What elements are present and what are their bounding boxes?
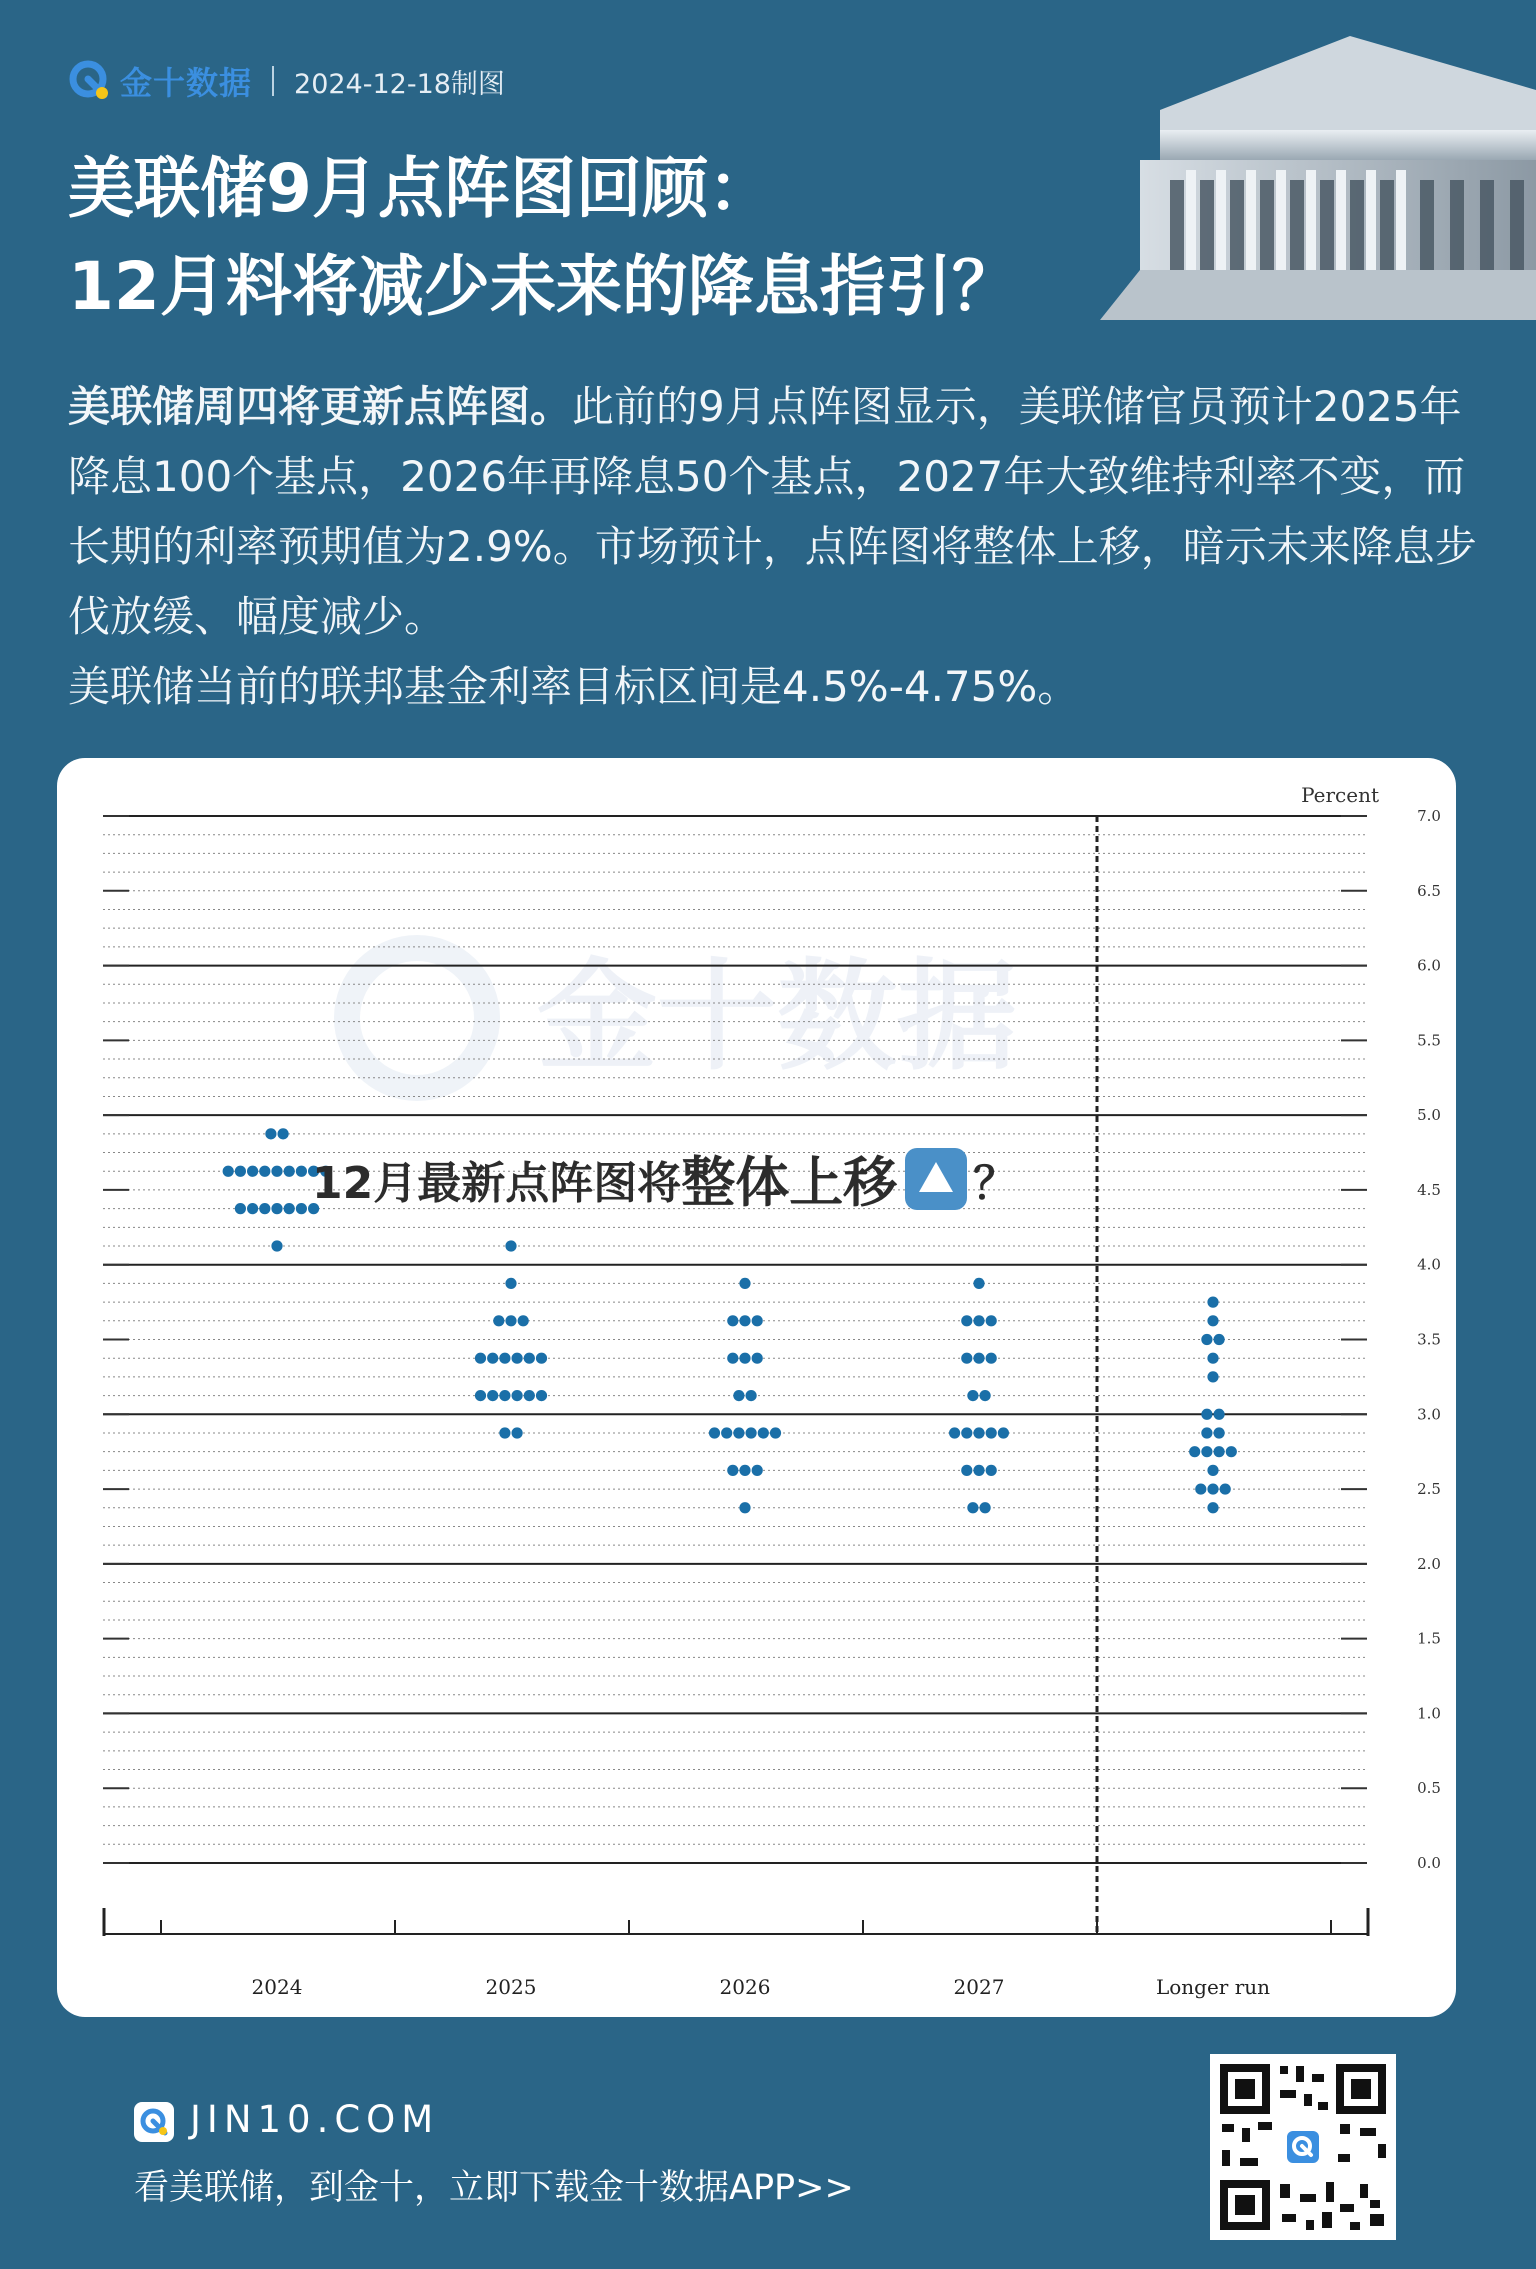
y-tick-label: 0.5 (1417, 1779, 1441, 1798)
dot-point (980, 1390, 991, 1401)
dot-point (536, 1390, 547, 1401)
dot-point (973, 1315, 984, 1326)
dot-point (1207, 1465, 1218, 1476)
dot-point (1207, 1371, 1218, 1382)
dot-point (259, 1166, 270, 1177)
dot-point (709, 1427, 720, 1438)
dot-point (1207, 1353, 1218, 1364)
dot-point (487, 1353, 498, 1364)
x-tick-label: 2027 (953, 1975, 1005, 1999)
dot-point (265, 1128, 276, 1139)
dot-point (247, 1203, 258, 1214)
y-tick-label: 7.0 (1417, 807, 1441, 825)
x-tick-label: Longer run (1155, 1975, 1271, 1999)
y-tick-label: 3.5 (1417, 1330, 1441, 1349)
y-tick-label: 2.5 (1417, 1480, 1441, 1499)
qr-code-image[interactable] (1210, 2054, 1396, 2240)
dot-point (733, 1390, 744, 1401)
dot-point (961, 1427, 972, 1438)
dot-point (961, 1465, 972, 1476)
footer-url[interactable]: JIN10.COM (190, 2098, 440, 2141)
dot-point (493, 1315, 504, 1326)
dot-point (1214, 1409, 1225, 1420)
dot-point (986, 1465, 997, 1476)
dot-point (505, 1315, 516, 1326)
dot-point (727, 1353, 738, 1364)
dot-point (271, 1203, 282, 1214)
dot-point (733, 1427, 744, 1438)
dot-point (1207, 1297, 1218, 1308)
dot-point (223, 1166, 234, 1177)
dot-point (973, 1353, 984, 1364)
up-arrow-icon (905, 1148, 967, 1210)
header (68, 56, 505, 106)
dot-point (499, 1353, 510, 1364)
dot-point (278, 1128, 289, 1139)
footer-tagline[interactable]: 看美联储，到金十，立即下载金十数据APP>> (134, 2168, 854, 2208)
footer-logo-icon (134, 2102, 174, 2142)
dot-point (271, 1166, 282, 1177)
dot-point (1189, 1446, 1200, 1457)
dot-point (1214, 1427, 1225, 1438)
dot-point (259, 1203, 270, 1214)
dot-point (524, 1353, 535, 1364)
y-axis-label: Percent (1301, 783, 1379, 807)
dot-point (1207, 1315, 1218, 1326)
dot-point (1195, 1483, 1206, 1494)
intro-text-1: 此前的9月点阵图显示，美联储官员预计2025年降息100个基点，2026年再降息50个基点，2027年大致维持利率不变，而长期的利率预期值为2.9%。市场预计，点阵图将整体上移，暗示未来降息步伐放缓、幅度减少。 (68, 382, 1477, 641)
y-tick-label: 6.0 (1417, 956, 1441, 975)
x-tick-label: 2025 (485, 1975, 537, 1999)
dot-point (973, 1427, 984, 1438)
dot-point (961, 1315, 972, 1326)
dot-plot-chart (57, 758, 1456, 2017)
chart-annotation (312, 1140, 1017, 1217)
y-tick-label: 3.0 (1417, 1405, 1441, 1424)
jin10-logo-icon (68, 59, 112, 103)
dot-point (739, 1315, 750, 1326)
watermark-text: 金十数据 (537, 948, 1017, 1087)
intro-paragraph (68, 372, 1478, 722)
brand-name: 金十数据 (120, 64, 253, 102)
dot-point (247, 1166, 258, 1177)
dot-point (727, 1315, 738, 1326)
page-title (68, 140, 1148, 336)
dot-point (499, 1427, 510, 1438)
dot-point (518, 1315, 529, 1326)
dot-point (505, 1278, 516, 1289)
header-divider (272, 66, 274, 96)
watermark (347, 948, 1017, 1088)
dot-point (284, 1203, 295, 1214)
dot-point (1220, 1483, 1231, 1494)
dot-point (746, 1427, 757, 1438)
dot-point (998, 1427, 1009, 1438)
dot-point (752, 1315, 763, 1326)
annotation-part-1: 12月最新点阵图将 (312, 1157, 682, 1209)
dot-point (721, 1427, 732, 1438)
dot-point (967, 1390, 978, 1401)
dot-point (235, 1166, 246, 1177)
dot-point (739, 1278, 750, 1289)
dot-point (524, 1390, 535, 1401)
dot-point (727, 1465, 738, 1476)
dot-point (512, 1390, 523, 1401)
dot-point (949, 1427, 960, 1438)
dot-point (487, 1390, 498, 1401)
y-tick-label: 1.5 (1417, 1629, 1441, 1648)
dot-point (1201, 1409, 1212, 1420)
dot-point (512, 1427, 523, 1438)
dot-point (1226, 1446, 1237, 1457)
dot-point (758, 1427, 769, 1438)
dot-point (271, 1240, 282, 1251)
y-tick-label: 4.5 (1417, 1180, 1441, 1199)
dot-point (1201, 1427, 1212, 1438)
y-tick-label: 5.0 (1417, 1106, 1441, 1125)
dot-point (986, 1427, 997, 1438)
dot-point (980, 1502, 991, 1513)
intro-lead: 美联储周四将更新点阵图。 (68, 382, 573, 431)
dot-point (746, 1390, 757, 1401)
dot-point (499, 1390, 510, 1401)
x-tick-label: 2026 (719, 1975, 771, 1999)
dot-point (752, 1465, 763, 1476)
dot-point (284, 1166, 295, 1177)
y-tick-label: 2.0 (1417, 1554, 1441, 1573)
dot-point (986, 1315, 997, 1326)
dot-point (296, 1203, 307, 1214)
dot-point (505, 1240, 516, 1251)
y-tick-label: 1.0 (1417, 1704, 1441, 1723)
dot-plot-card (57, 758, 1456, 2017)
y-tick-label: 5.5 (1417, 1031, 1441, 1050)
dot-point (296, 1166, 307, 1177)
dot-point (1201, 1334, 1212, 1345)
intro-text-2: 美联储当前的联邦基金利率目标区间是4.5%-4.75%。 (68, 662, 1080, 711)
y-tick-label: 4.0 (1417, 1255, 1441, 1274)
y-tick-label: 6.5 (1417, 881, 1441, 900)
y-tick-label: 0.0 (1417, 1854, 1441, 1872)
dot-point (967, 1502, 978, 1513)
federal-reserve-building-image (1100, 30, 1536, 320)
dot-point (536, 1353, 547, 1364)
dot-point (973, 1278, 984, 1289)
dot-point (1201, 1446, 1212, 1457)
annotation-part-3: ？ (973, 1157, 1018, 1209)
dot-point (1207, 1502, 1218, 1513)
dot-point (739, 1502, 750, 1513)
dot-point (512, 1353, 523, 1364)
title-line-1: 美联储9月点阵图回顾： (68, 150, 774, 227)
title-line-2: 12月料将减少未来的降息指引？ (68, 248, 1018, 325)
dot-point (986, 1353, 997, 1364)
publish-date: 2024-12-18制图 (294, 68, 505, 100)
x-tick-label: 2024 (251, 1975, 303, 1999)
dot-point (475, 1353, 486, 1364)
dot-point (973, 1465, 984, 1476)
dot-point (770, 1427, 781, 1438)
dot-point (752, 1353, 763, 1364)
dot-point (961, 1353, 972, 1364)
dot-point (235, 1203, 246, 1214)
dot-point (1207, 1483, 1218, 1494)
dot-point (739, 1465, 750, 1476)
dot-point (739, 1353, 750, 1364)
dot-point (475, 1390, 486, 1401)
dot-point (1214, 1446, 1225, 1457)
dot-point (1214, 1334, 1225, 1345)
annotation-part-2: 整体上移 (681, 1151, 898, 1214)
